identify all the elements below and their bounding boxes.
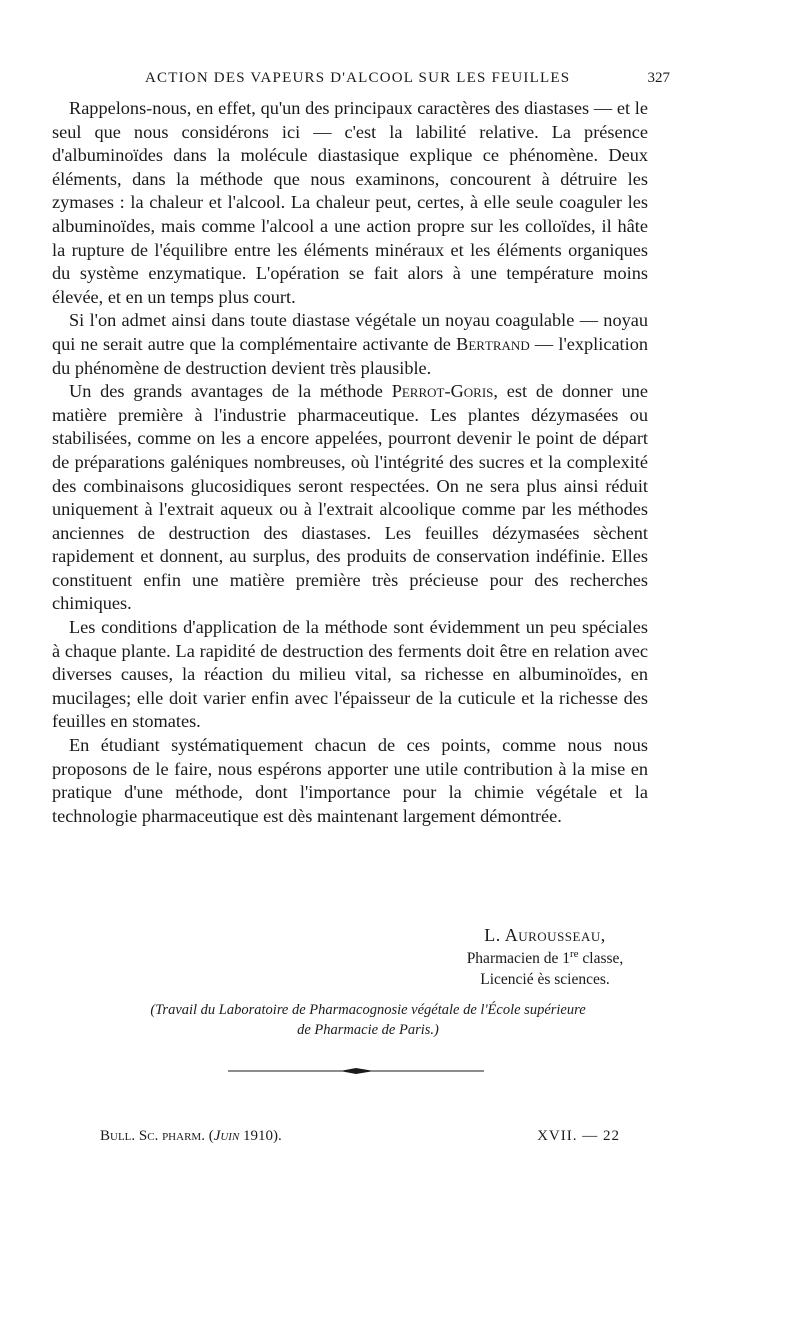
author-signature: L. Aurousseau,	[484, 925, 606, 945]
paragraph-text: Un des grands avantages de la méthode	[69, 381, 392, 402]
author-name-bertrand: Bertrand	[456, 333, 530, 354]
paragraph-text: Rappelons-nous, en effet, qu'un des principaux caractères des diastases — et le seul que nous considérons ici — c'est la labilité relative. La présence d'albuminoïdes dans la molécule diastasique explique ce phénomène. Deux éléments, dans la méthode que nous examinons, concourent à détruire les zymases : la chaleur et l'alcool. La chaleur peut, certes, à elle seule coaguler les albuminoïdes, mais comme l'alcool a une action propre sur les colloïdes, il hâte la rupture de l'équilibre entre les éléments minéraux et les éléments organiques du système enzymatique. L'opération se fait alors à une température moins élevée, et en un temps plus court.	[52, 98, 648, 307]
laboratory-credit	[88, 1000, 648, 1040]
paragraph-text: Si l'on admet ainsi dans toute diastase végétale un noyau coagulable — noyau qui ne serait autre que la complémentaire activante de	[52, 310, 648, 354]
signature-mark: XVII. — 22	[537, 1128, 620, 1144]
author-degree: Licencié ès sciences.	[480, 971, 610, 988]
paragraph-text: — l'explication du phénomène de destruction devient très plausible.	[52, 333, 648, 378]
credit-line-1: (Travail du Laboratoire de Pharmacognosie végétale de l'École supérieure	[150, 1002, 586, 1018]
paragraph-text: Les conditions d'application de la méthode sont évidemment un peu spéciales à chaque plante. La rapidité de destruction des ferments doit être en relation avec diverses causes, la réaction du milieu vital, sa richesse en albuminoïdes, en mucilages; elle doit varier enfin avec l'épaisseur de la cuticule et la richesse des feuilles en stomates.	[52, 617, 648, 732]
author-title: Pharmacien de 1re classe,	[466, 947, 624, 967]
body-text	[52, 97, 648, 828]
paragraph-2	[52, 309, 648, 380]
journal-reference: Bull. Sc. pharm. (Juin 1910).	[100, 1128, 282, 1144]
author-name-perrot-goris: Perrot-Goris	[391, 381, 494, 402]
signature-block	[440, 925, 650, 990]
page-number: 327	[647, 70, 670, 86]
running-title: ACTION DES VAPEURS D'ALCOOL SUR LES FEUILLES	[145, 70, 571, 86]
paragraph-3	[52, 380, 648, 616]
paragraph-5	[52, 734, 648, 828]
paragraph-text: , est de donner une matière première à l'industrie pharmaceutique. Les plantes dézymasées ou stabilisées, comme on les a encore appelées, pourront devenir le point de départ de préparations galéniques nombreuses, où l'intégrité des sucres et la complexité des combinaisons glucosidiques seront respectées. On ne sera plus ainsi réduit uniquement à l'extrait aqueux ou à l'extrait alcoolique comme par les méthodes anciennes de destruction des diastases. Les feuilles dézymasées sèchent rapidement et donnent, au surplus, des produits de conservation indéfinie. Elles constituent enfin une matière première très précieuse pour des recherches chimiques.	[52, 381, 648, 614]
paragraph-text: En étudiant systématiquement chacun de ces points, comme nous nous proposons de le faire, nous espérons apporter une utile contribution à la mise en pratique d'une méthode, dont l'importance pour la chimie végétale et la technologie pharmaceutique est dès maintenant largement démontrée.	[52, 735, 648, 826]
end-ornament-icon	[228, 1065, 484, 1077]
credit-line-2: de Pharmacie de Paris.)	[297, 1022, 439, 1038]
running-head	[145, 70, 695, 92]
page-footer	[100, 1128, 630, 1152]
paragraph-1	[52, 97, 648, 309]
paragraph-4	[52, 616, 648, 734]
